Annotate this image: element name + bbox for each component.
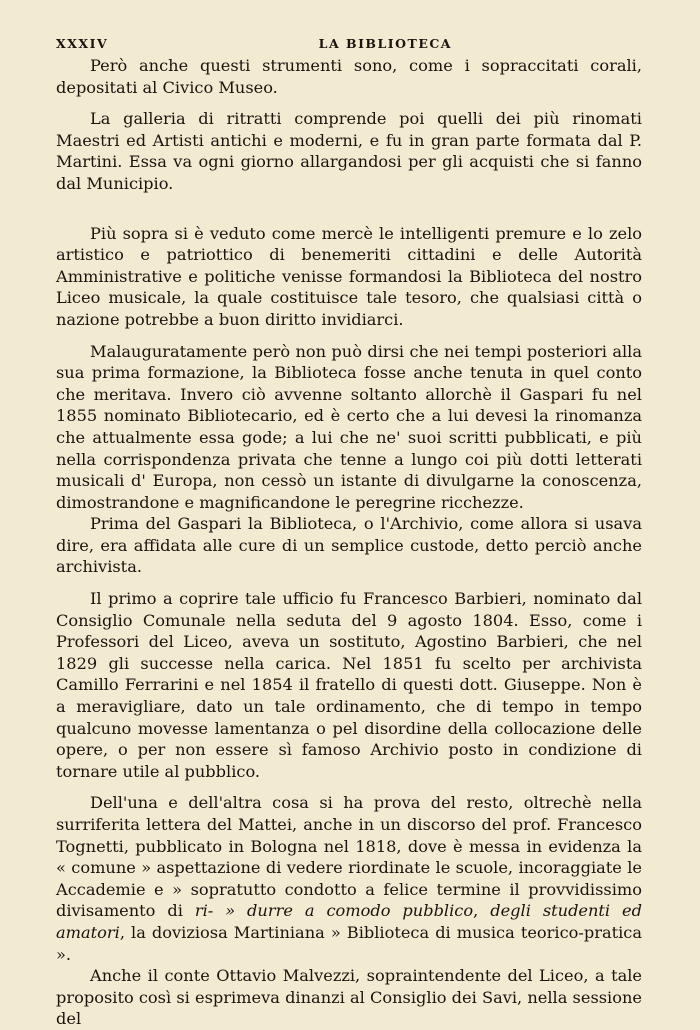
- running-title: LA BIBLIOTECA: [318, 36, 452, 51]
- paragraph-text: , la doviziosa Martiniana » Biblioteca di musica teorico-pratica ».: [56, 922, 642, 964]
- paragraph-text: ,: [473, 901, 491, 921]
- paragraph: Però anche questi strumenti sono, come i sopraccitati corali, depositati al Civico Museo.: [56, 56, 642, 97]
- page-number: XXXIV: [56, 36, 109, 51]
- paragraph: Anche il conte Ottavio Malvezzi, sopraintendente del Liceo, a tale proposito così si esprimeva dinanzi al Consiglio dei Savi, nella sessione del: [56, 966, 642, 1029]
- paragraph: Più sopra si è veduto come mercè le intelligenti premure e lo zelo artistico e patriottico di benemeriti cittadini e delle Autorità Amministrative e politiche venisse formandosi la Biblioteca del nostro Liceo musicale, la quale costituisce tale tesoro, che qualsiasi città o nazione potrebbe a buon diritto invidiarci.: [56, 223, 642, 329]
- italic-quote: degli studenti ed amatori: [56, 901, 643, 942]
- running-head: [56, 36, 642, 51]
- paragraph: Malauguratamente però non può dirsi che nei tempi posteriori alla sua prima formazione, la Biblioteca fosse anche tenuta in quel conto che meritava. Invero ciò avvenne soltanto allorchè il Gaspari fu nel 1855 nominato Bibliotecario, ed è certo che a lui devesi la rinomanza che attualmente essa gode; a lui che ne' suoi scritti pubblicati, e più nella corrispondenza privata che tenne a lungo coi più dotti letterati musicali d' Europa, non cessò un istante di divulgarne la conoscenza, dimostrandone e magnificandone le peregrine ricchezze.: [56, 341, 642, 512]
- italic-quote: ri- » durre a comodo pubblico: [194, 901, 474, 921]
- paragraph: [56, 792, 642, 965]
- paragraph: Il primo a coprire tale ufficio fu Francesco Barbieri, nominato dal Consiglio Comunale nella seduta del 9 agosto 1804. Esso, come i Professori del Liceo, aveva un sostituto, Agostino Barbieri, che nel 1829 gli successe nella carica. Nel 1851 fu scelto per archivista Camillo Ferrarini e nel 1854 il fratello di questi dott. Giuseppe. Non è a meravigliare, dato un tale ordinamento, che di tempo in tempo qualcuno movesse lamentanza o pel disordine della collocazione delle opere, o per non essere sì famoso Archivio posto in condizione di tornare utile al pubblico.: [56, 589, 642, 781]
- paragraph-text: Dell'una e dell'altra cosa si ha prova del resto, oltrechè nella surriferita lettera del Mattei, anche in un discorso del prof. Francesco Tognetti, pubblicato in Bologna nel 1818, dove è messa in evidenza la « comune » aspettazione di vedere riordinate le scuole, incoraggiate le Accademie e » sopratutto condotto a felice termine il provvidissimo divisamento di: [56, 793, 642, 921]
- paragraph: La galleria di ritratti comprende poi quelli dei più rinomati Maestri ed Artisti antichi e moderni, e fu in gran parte formata dal P. Martini. Essa va ogni giorno allargandosi per gli acquisti che si fanno dal Municipio.: [56, 109, 642, 193]
- paragraph: Prima del Gaspari la Biblioteca, o l'Archivio, come allora si usava dire, era affidata alle cure di un semplice custode, detto perciò anche archivista.: [56, 514, 642, 577]
- body-text: [56, 55, 642, 1030]
